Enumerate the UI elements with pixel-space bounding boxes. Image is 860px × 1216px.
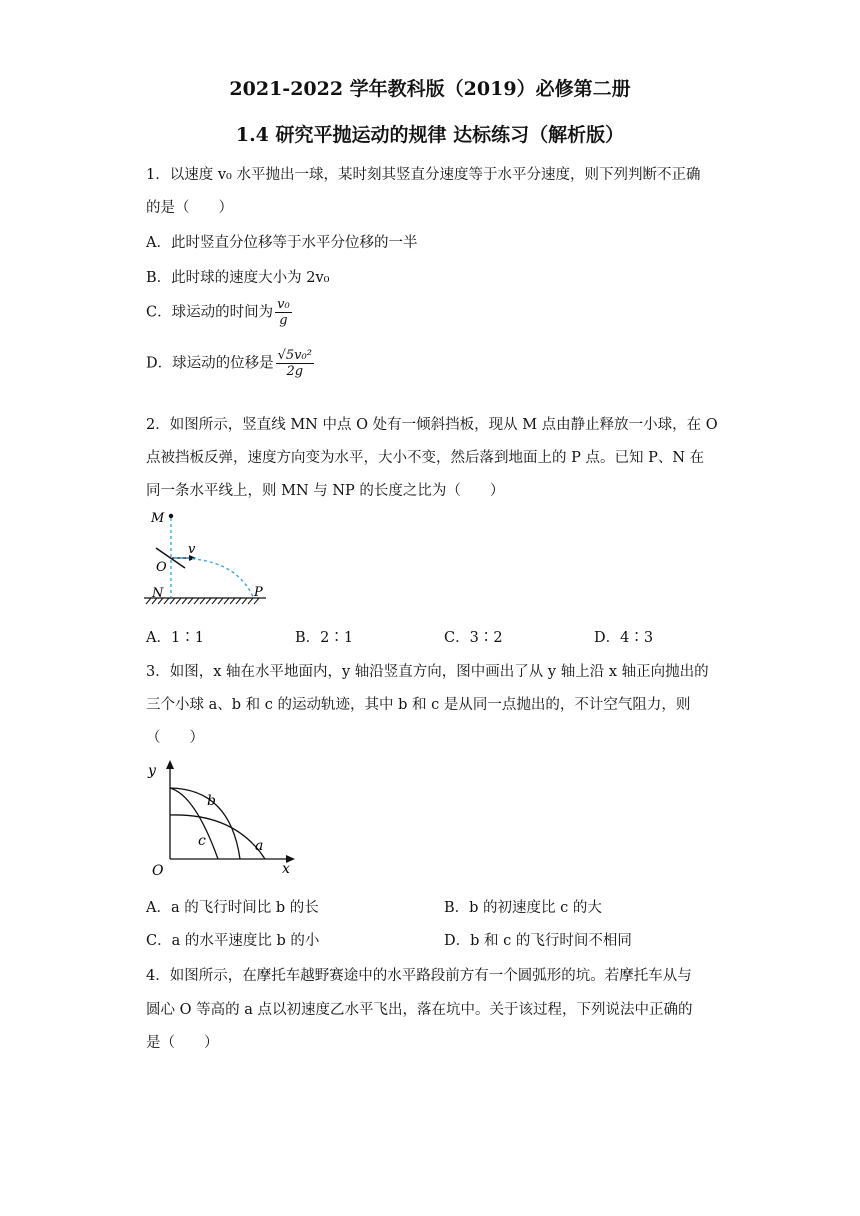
q2-stem-line2: 点被挡板反弹，速度方向变为水平，大小不变，然后落到地面上的 P 点。已知 P、N 在 xyxy=(146,450,705,466)
q1-option-c-denominator: g xyxy=(279,313,288,328)
q1-option-c-fraction xyxy=(275,297,292,328)
q2-figure xyxy=(140,505,275,610)
q3-stem-line2: 三个小球 a、b 和 c 的运动轨迹，其中 b 和 c 是从同一点抛出的，不计空气阻力，则 xyxy=(146,697,691,713)
q1-option-d-denominator: 2g xyxy=(286,364,304,379)
q1-option-d-text: D．球运动的位移是 xyxy=(146,355,274,372)
q1-stem-line1: 1．以速度 v₀ 水平抛出一球，某时刻其竖直分速度等于水平分速度，则下列判断不正确 xyxy=(146,167,701,183)
q3-figure xyxy=(140,755,300,880)
q3-stem-line1: 3．如图，x 轴在水平地面内，y 轴沿竖直方向，图中画出了从 y 轴上沿 x 轴正向抛出的 xyxy=(146,664,709,680)
q2-stem-line1: 2．如图所示，竖直线 MN 中点 O 处有一倾斜挡板，现从 M 点由静止释放一小球，在 O xyxy=(146,417,718,433)
q3-option-d: D．b 和 c 的飞行时间不相同 xyxy=(444,933,632,949)
q2-option-d: D．4∶3 xyxy=(594,630,654,646)
q2-stem-line3: 同一条水平线上，则 MN 与 NP 的长度之比为（ ） xyxy=(146,483,505,499)
q1-option-c-numerator: v₀ xyxy=(277,297,290,312)
q2-trajectory xyxy=(174,558,253,597)
q3-option-c: C．a 的水平速度比 b 的小 xyxy=(146,933,320,949)
q3-stem-line3: （ ） xyxy=(146,730,204,746)
q1-stem-line2: 的是（ ） xyxy=(146,200,233,216)
q1-option-b: B．此时球的速度大小为 2v₀ xyxy=(146,270,330,286)
q3-trajectory-a xyxy=(170,815,265,859)
q3-label-a: a xyxy=(255,838,264,854)
q1-option-d-numerator: √5v₀² xyxy=(277,348,312,363)
q1-option-c xyxy=(146,297,292,328)
q1-option-a: A．此时竖直分位移等于水平分位移的一半 xyxy=(146,235,418,251)
q3-label-o: O xyxy=(152,863,164,879)
q2-option-a: A．1∶1 xyxy=(146,630,204,646)
q2-label-v: v xyxy=(188,542,196,557)
q3-option-a: A．a 的飞行时间比 b 的长 xyxy=(146,900,319,916)
q3-option-b: B．b 的初速度比 c 的大 xyxy=(444,900,602,916)
q3-label-b: b xyxy=(207,793,216,809)
q2-point-m xyxy=(169,514,173,518)
q4-stem-line3: 是（ ） xyxy=(146,1035,219,1051)
q2-label-m: M xyxy=(151,511,165,526)
doc-title-line1: 2021-2022 学年教科版（2019）必修第二册 xyxy=(229,78,631,100)
q4-stem-line1: 4．如图所示，在摩托车越野赛途中的水平路段前方有一个圆弧形的坑。若摩托车从与 xyxy=(146,968,692,984)
q3-y-arrowhead xyxy=(166,760,174,769)
q3-label-c: c xyxy=(198,833,206,849)
doc-title-line2: 1.4 研究平抛运动的规律 达标练习（解析版） xyxy=(235,124,625,146)
q3-label-x: x xyxy=(282,861,290,877)
q2-label-n: N xyxy=(152,586,164,601)
q2-label-o: O xyxy=(156,560,167,575)
q4-stem-line2: 圆心 O 等高的 a 点以初速度乙水平飞出，落在坑中。关于该过程，下列说法中正确的 xyxy=(146,1002,693,1018)
q2-option-c: C．3∶2 xyxy=(444,630,503,646)
q2-label-p: P xyxy=(254,585,263,600)
q2-option-b: B．2∶1 xyxy=(295,630,354,646)
q1-option-d-fraction xyxy=(276,348,314,379)
q3-label-y: y xyxy=(148,763,156,779)
q1-option-d xyxy=(146,348,314,379)
q1-option-c-text: C．球运动的时间为 xyxy=(146,304,274,321)
